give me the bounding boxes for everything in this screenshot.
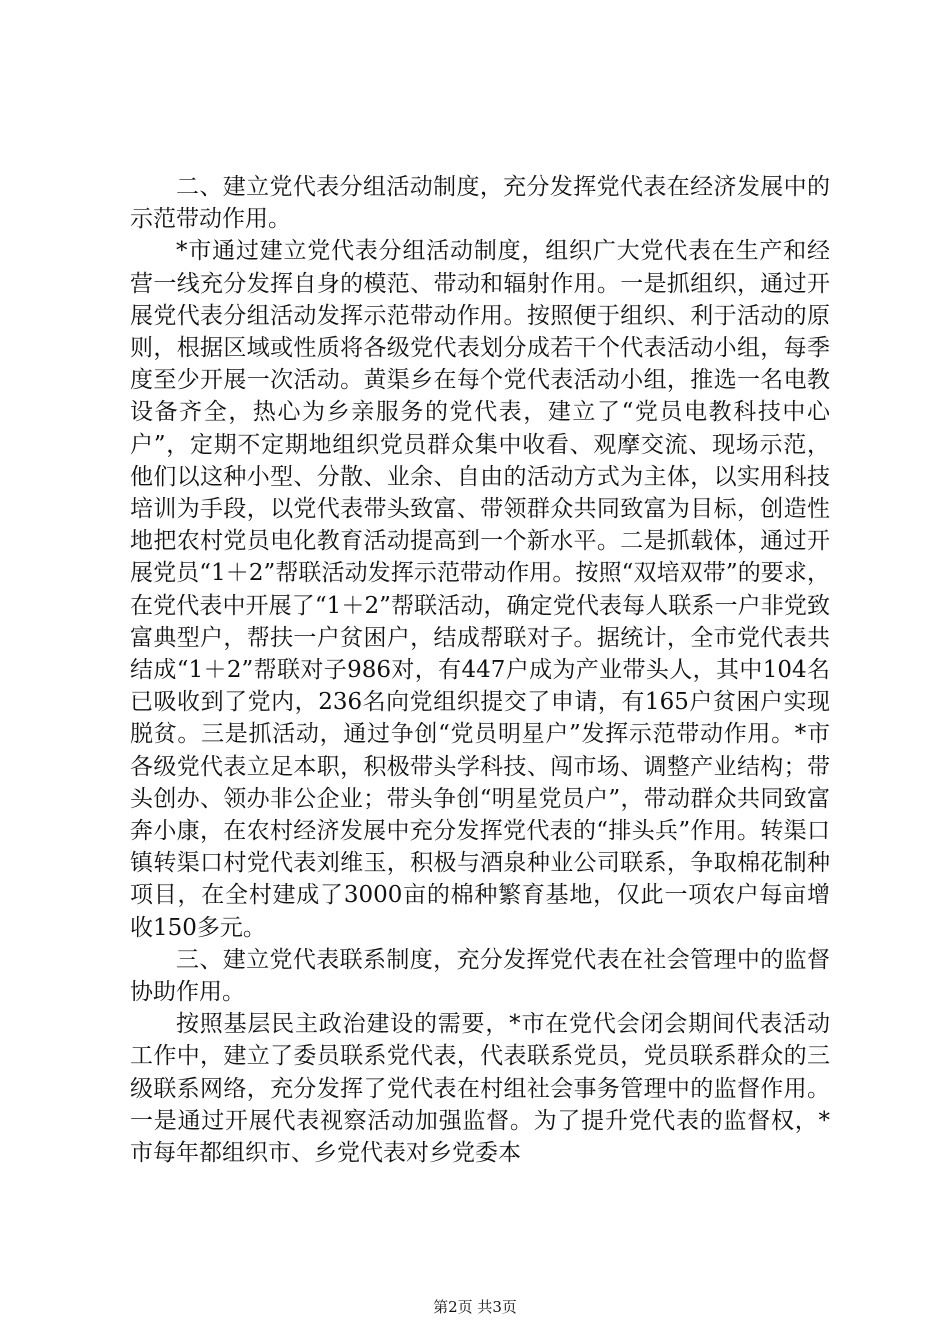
section-heading-3: 三、建立党代表联系制度，充分发挥党代表在社会管理中的监督协助作用。 — [130, 946, 830, 1006]
paragraph-section-3-body: 按照基层民主政治建设的需要，*市在党代会闭会期间代表活动工作中，建立了委员联系党代表，代表联系党员，党员联系群众的三级联系网络，充分发挥了党代表在村组社会事务管理中的监督作用。一是通过开展代表视察活动加强监督。为了提升党代表的监督权，*市每年都组织市、乡党代表对乡党委本 — [130, 1011, 830, 1167]
section-heading-2: 二、建立党代表分组活动制度，充分发挥党代表在经济发展中的示范带动作用。 — [130, 174, 830, 233]
paragraph-section-2-body: *市通过建立党代表分组活动制度，组织广大党代表在生产和经营一线充分发挥自身的模范、带动和辐射作用。一是抓组织，通过开展党代表分组活动发挥示范带动作用。按照便于组织、利于活动的原则，根据区域或性质将各级党代表划分成若干个代表活动小组，每季度至少开展一次活动。黄渠乡在每个党代表活动小组，推选一名电教设备齐全，热心为乡亲服务的党代表，建立了“党员电教科技中心户”，定期不定期地组织党员群众集中收看、观摩交流、现场示范，他们以这种小型、分散、业余、自由的活动方式为主体，以实用科技培训为手段，以党代表带头致富、带领群众共同致富为目标，创造性地把农村党员电化教育活动提高到一个新水平。二是抓载体，通过开展党员“1＋2”帮联活动发挥示范带动作用。按照“双培双带”的要求，在党代表中开展了“1＋2”帮联活动，确定党代表每人联系一户非党致富典型户，帮扶一户贫困户，结成帮联对子。据统计，全市党代表共结成“1＋2”帮联对子986对，有447户成为产业带头人，其中104名已吸收到了党内，236名向党组织提交了申请，有165户贫困户实现脱贫。三是抓活动，通过争创“党员明星户”发挥示范带动作用。*市各级党代表立足本职，积极带头学科技、闯市场、调整产业结构；带头创办、领办非公企业；带头争创“明星党员户”，带动群众共同致富奔小康，在农村经济发展中充分发挥党代表的“排头兵”作用。转渠口镇转渠口村党代表刘维玉，积极与酒泉种业公司联系，争取棉花制种项目，在全村建成了3000亩的棉种繁育基地，仅此一项农户每亩增收150多元。 — [130, 238, 830, 941]
page-footer: 第2页 共3页 — [433, 1298, 517, 1316]
body-text — [130, 171, 830, 1169]
